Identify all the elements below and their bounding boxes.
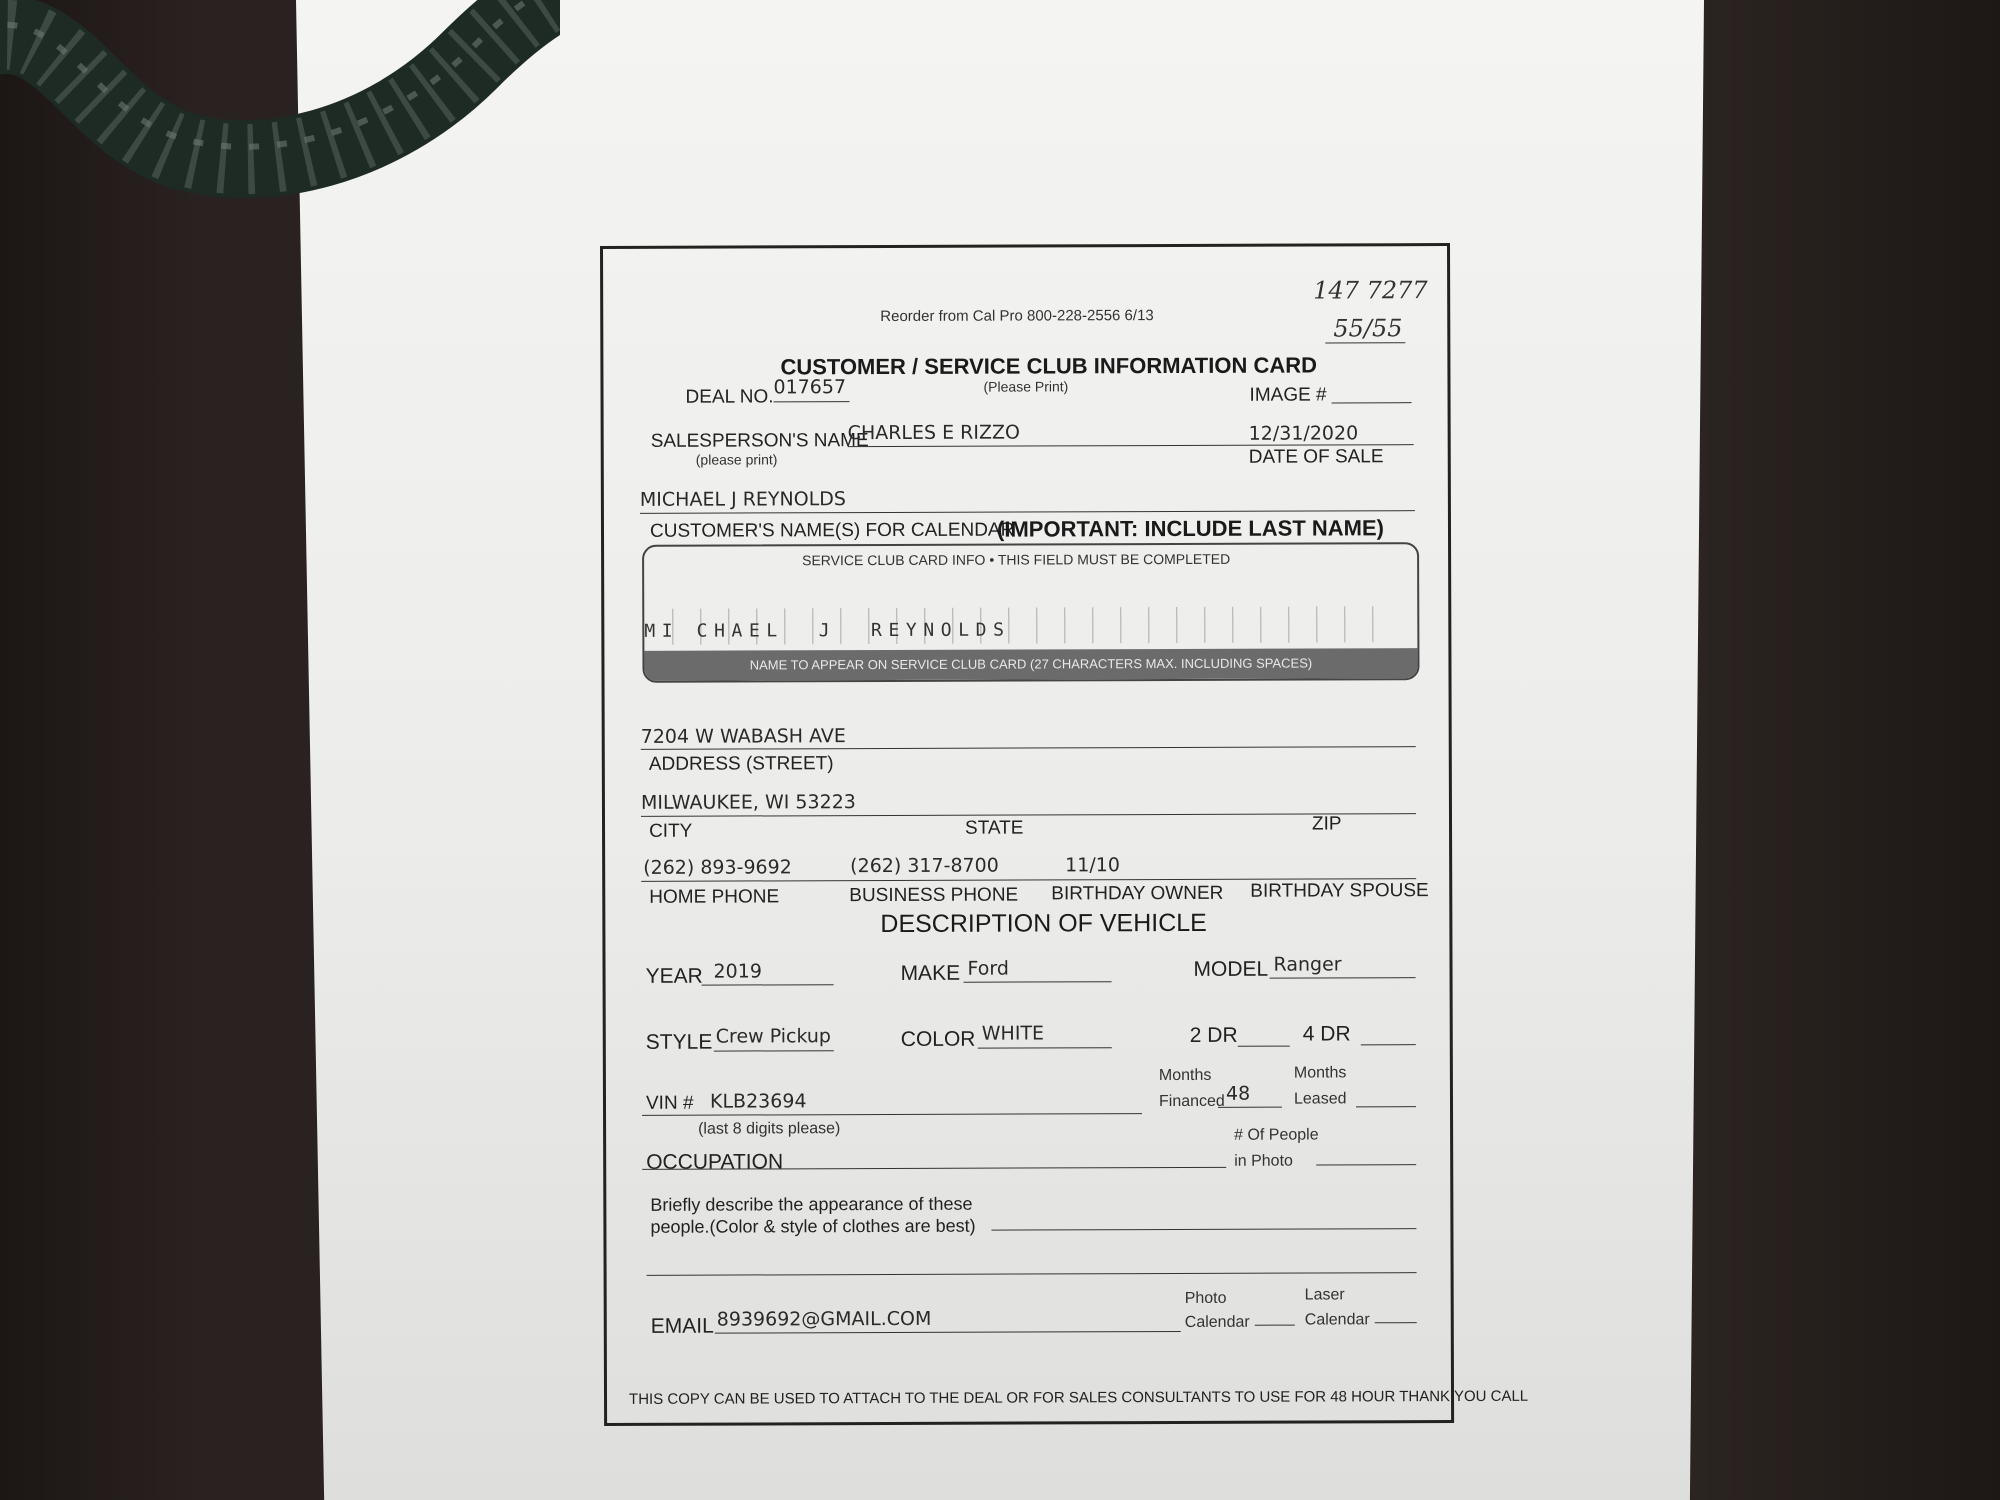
reorder-text: Reorder from Cal Pro 800-228-2556 6/13 [880, 307, 1154, 326]
customer-name-value[interactable]: MICHAEL J REYNOLDS [639, 488, 847, 511]
model-label: MODEL [1193, 957, 1269, 981]
email-label: EMAIL [650, 1314, 714, 1338]
make-label: MAKE [900, 961, 961, 985]
birthday-owner-label: BIRTHDAY OWNER [1051, 882, 1224, 905]
card-title: CUSTOMER / SERVICE CLUB INFORMATION CARD [780, 352, 1318, 380]
photo-calendar-label-1: Photo [1184, 1289, 1227, 1307]
four-door-label: 4 DR [1302, 1022, 1351, 1046]
months-leased-label-2: Leased [1293, 1090, 1347, 1108]
photo-calendar-field[interactable] [1255, 1325, 1295, 1326]
service-club-footer: NAME TO APPEAR ON SERVICE CLUB CARD (27 CHARACTERS MAX. INCLUDING SPACES) [644, 648, 1417, 681]
four-door-field[interactable] [1361, 1044, 1416, 1045]
describe-label-2: people.(Color & style of clothes are best) [650, 1215, 976, 1237]
color-label: COLOR [900, 1027, 976, 1051]
card-footer: THIS COPY CAN BE USED TO ATTACH TO THE DEAL OR FOR SALES CONSULTANTS TO USE FOR 48 HOUR THANK YOU CALL [628, 1387, 1529, 1408]
home-phone-label: HOME PHONE [649, 886, 780, 908]
make-value[interactable]: Ford [967, 957, 1009, 980]
months-financed-label-2: Financed [1158, 1092, 1225, 1111]
customer-name-label: CUSTOMER'S NAME(S) FOR CALENDAR [649, 519, 1015, 542]
email-value[interactable]: 8939692@GMAIL.COM [716, 1307, 932, 1331]
information-card [600, 243, 1529, 1426]
image-number-label: IMAGE # [1249, 384, 1327, 406]
address-value[interactable]: 7204 W WABASH AVE [640, 725, 846, 748]
business-phone-value[interactable]: (262) 317-8700 [850, 854, 999, 878]
business-phone-label: BUSINESS PHONE [849, 884, 1019, 907]
state-label: STATE [964, 817, 1024, 839]
laser-calendar-label-1: Laser [1304, 1286, 1345, 1304]
handwritten-note-2: 55/55 [1333, 314, 1403, 343]
birthday-owner-value[interactable]: 11/10 [1065, 854, 1120, 877]
salesperson-value[interactable]: CHARLES E RIZZO [847, 421, 1020, 445]
people-in-photo-label-1: # Of People [1234, 1126, 1319, 1144]
city-value[interactable]: MILWAUKEE, WI 53223 [640, 791, 856, 814]
describe-label-1: Briefly describe the appearance of these [650, 1193, 973, 1215]
year-value[interactable]: 2019 [713, 960, 762, 983]
vehicle-heading: DESCRIPTION OF VEHICLE [880, 908, 1207, 939]
laser-calendar-field[interactable] [1375, 1322, 1417, 1323]
vin-sub-label: (last 8 digits please) [698, 1120, 841, 1138]
vin-value[interactable]: KLB23694 [709, 1090, 807, 1113]
vin-label: VIN # [645, 1092, 694, 1114]
phone-cord-image [0, 0, 560, 260]
address-label: ADDRESS (STREET) [648, 753, 834, 775]
people-in-photo-label-2: in Photo [1234, 1152, 1293, 1170]
people-in-photo-field[interactable] [1316, 1164, 1416, 1165]
handwritten-note-1: 147 7277 [1313, 276, 1428, 305]
birthday-spouse-label: BIRTHDAY SPOUSE [1250, 880, 1429, 902]
salesperson-sub-label: (please print) [695, 451, 778, 468]
color-value[interactable]: WHITE [981, 1022, 1045, 1045]
zip-label: ZIP [1311, 813, 1342, 835]
important-note: (IMPORTANT: INCLUDE LAST NAME) [996, 515, 1385, 542]
service-club-name-letters: MI CHAEL J REYNOLDS [644, 619, 1011, 642]
salesperson-label: SALESPERSON'S NAME [650, 430, 869, 452]
home-phone-value[interactable]: (262) 893-9692 [643, 856, 792, 879]
describe-field-2[interactable] [647, 1272, 1417, 1276]
months-financed-label-1: Months [1158, 1066, 1212, 1085]
style-label: STYLE [645, 1030, 713, 1054]
occupation-label: OCCUPATION [646, 1150, 784, 1174]
city-label: CITY [649, 820, 693, 842]
service-club-card-box[interactable] [642, 542, 1419, 683]
laser-calendar-label-2: Calendar [1304, 1311, 1370, 1329]
model-value[interactable]: Ranger [1273, 953, 1342, 976]
describe-field[interactable] [991, 1228, 1416, 1230]
months-leased-label-1: Months [1293, 1064, 1347, 1082]
two-door-field[interactable] [1238, 1046, 1290, 1047]
months-value[interactable]: 48 [1225, 1082, 1251, 1105]
deal-number-value[interactable]: 017657 [773, 376, 847, 399]
please-print-note: (Please Print) [983, 378, 1069, 395]
photo-calendar-label-2: Calendar [1184, 1313, 1250, 1331]
image-number-field[interactable] [1332, 402, 1412, 403]
date-of-sale-label: DATE OF SALE [1248, 446, 1384, 468]
deal-number-label: DEAL NO. [685, 386, 774, 408]
style-value[interactable]: Crew Pickup [715, 1025, 832, 1048]
two-door-label: 2 DR [1189, 1023, 1238, 1047]
service-club-heading: SERVICE CLUB CARD INFO • THIS FIELD MUST BE COMPLETED [802, 550, 1231, 569]
year-label: YEAR [645, 964, 703, 988]
months-leased-field[interactable] [1356, 1106, 1416, 1107]
date-of-sale-value[interactable]: 12/31/2020 [1248, 422, 1359, 445]
